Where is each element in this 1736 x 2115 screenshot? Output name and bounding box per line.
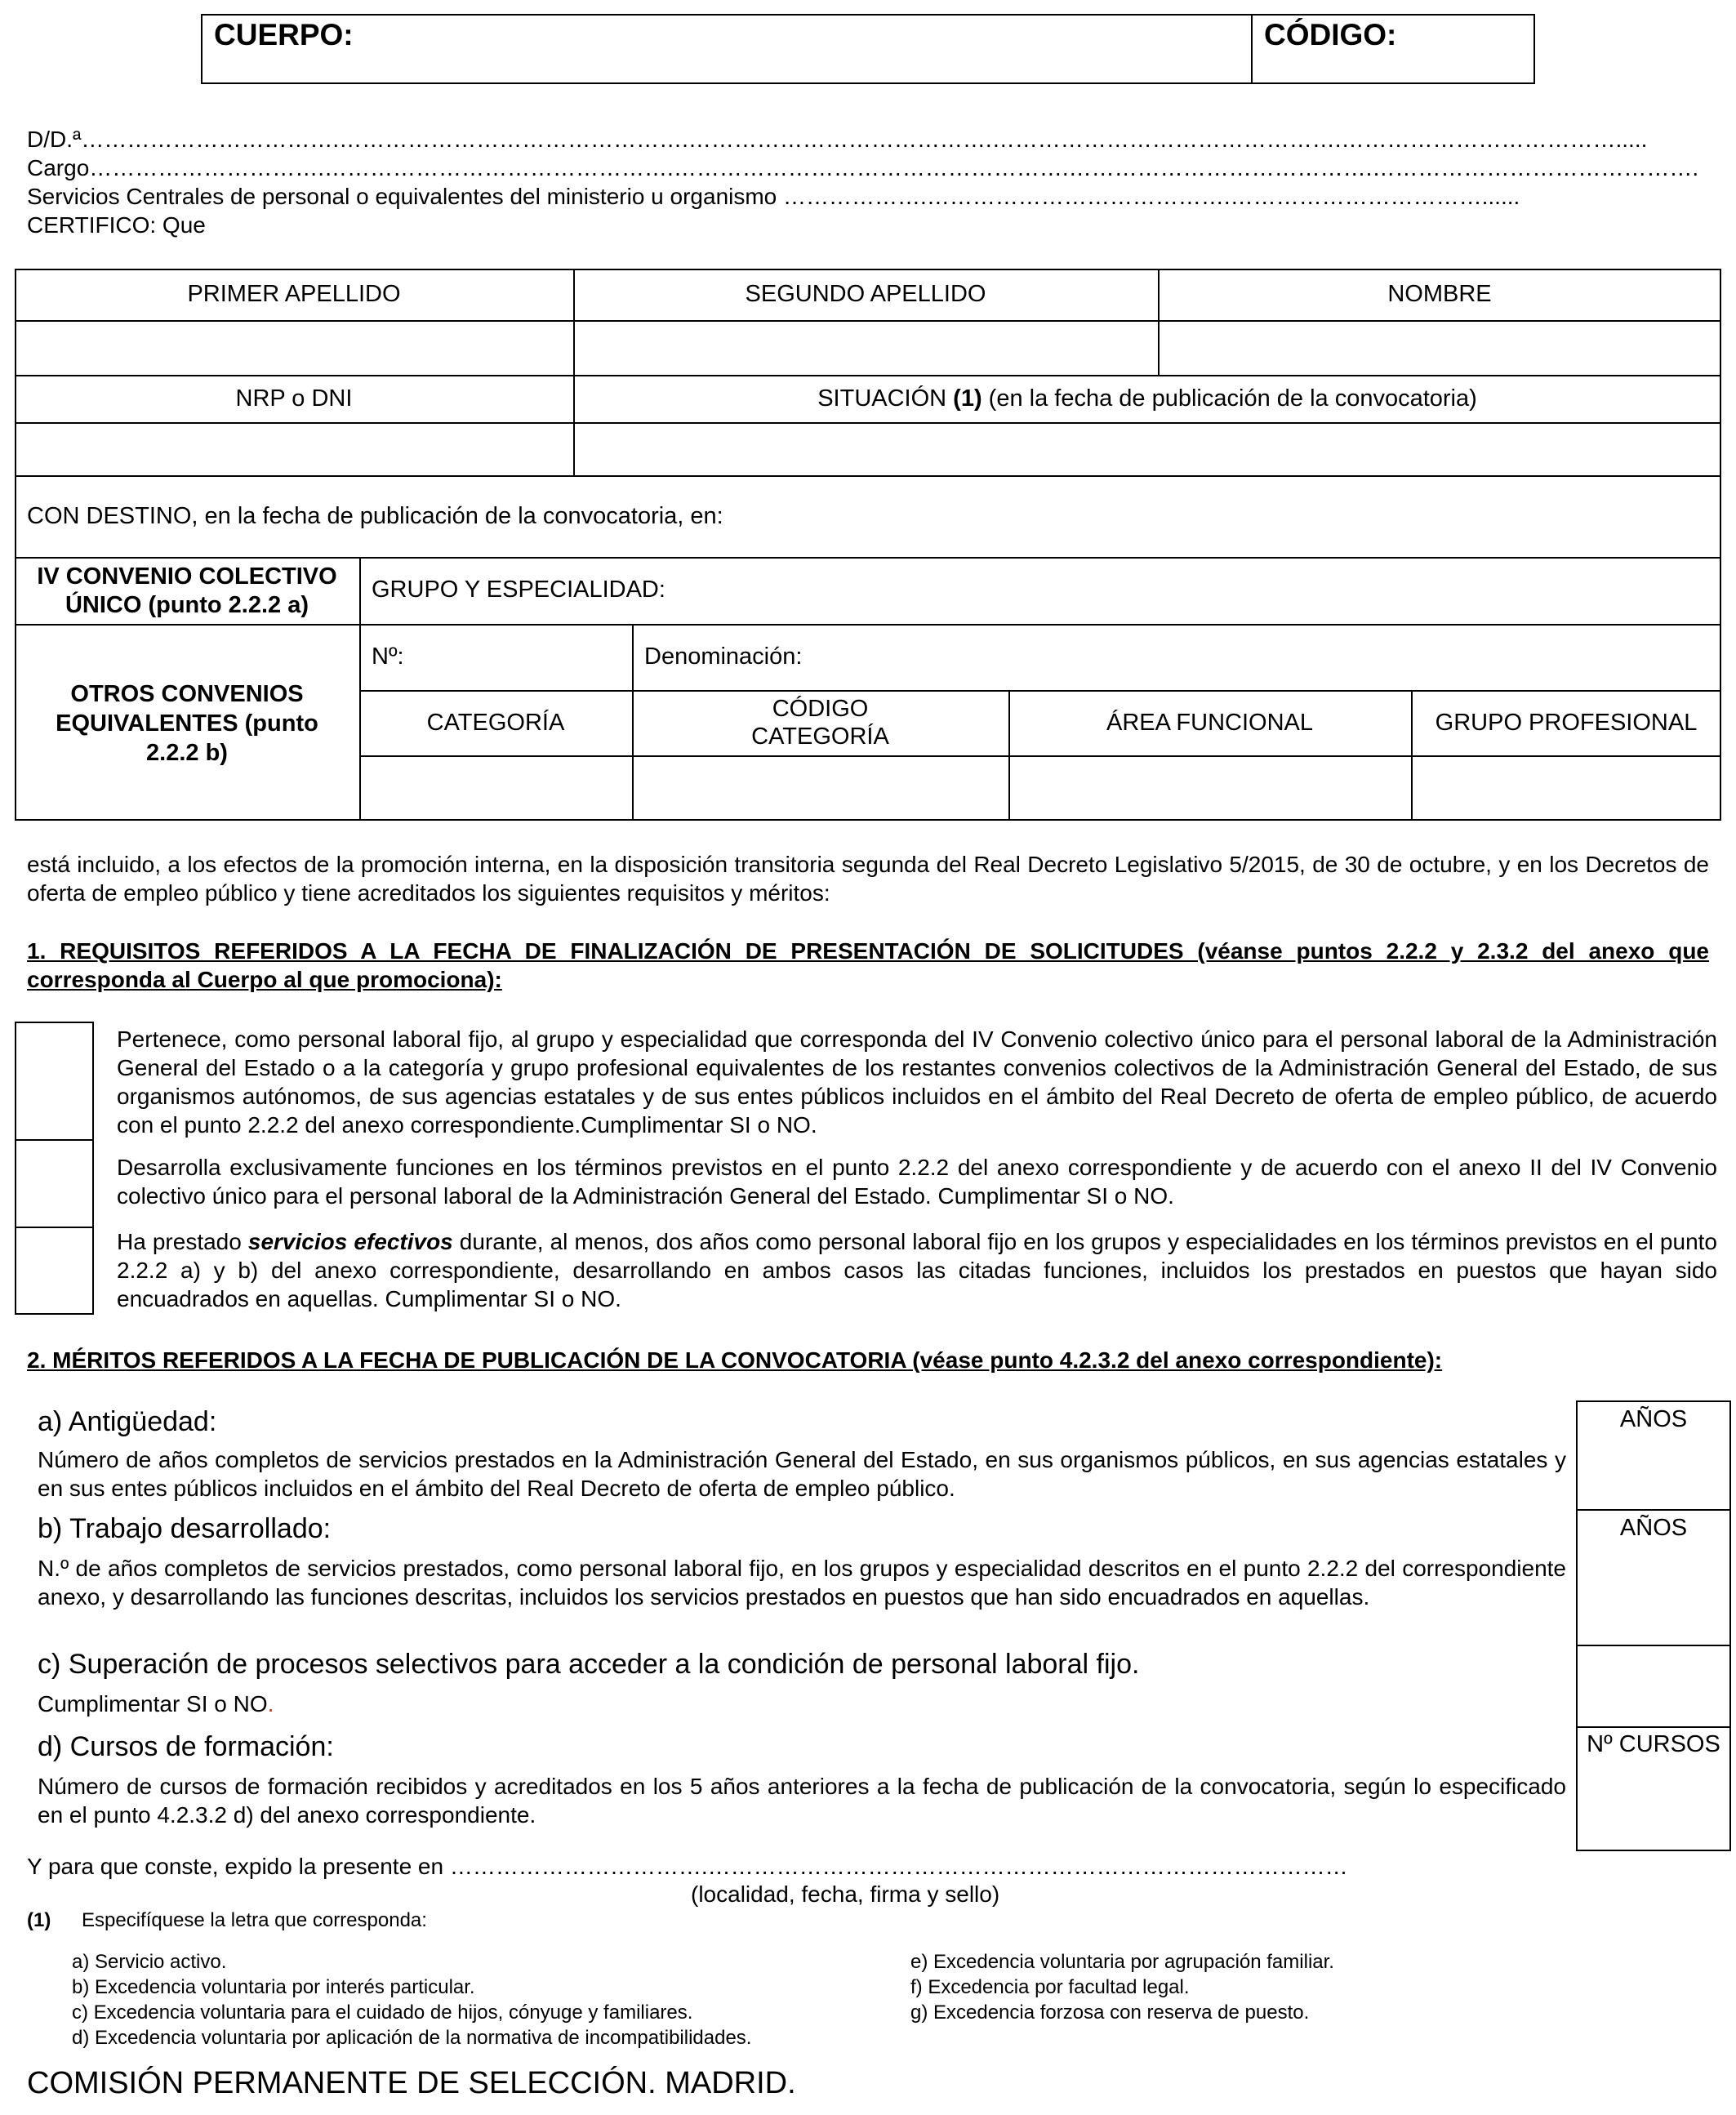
area-funcional-field[interactable]: [1010, 757, 1409, 819]
codigo-categoria-field[interactable]: [634, 757, 1007, 819]
situacion-note-ref: (1): [953, 385, 982, 412]
merit-b-title: b) Trabajo desarrollado:: [38, 1513, 332, 1544]
footnote-item-f: f) Excedencia por facultad legal.: [910, 1976, 1190, 1998]
footnote-right-list: [910, 1949, 1334, 2025]
anos-antiguedad-label: AÑOS: [1619, 1406, 1688, 1432]
nrp-dni-header: NRP o DNI: [235, 385, 353, 412]
cuerpo-field[interactable]: CUERPO:: [214, 18, 354, 51]
grupo-profesional-field[interactable]: [1413, 757, 1720, 819]
closing-text: Y para que conste, expido la presente en: [27, 1854, 444, 1879]
codigo-field[interactable]: CÓDIGO:: [1264, 18, 1397, 51]
closing-dots: …………………………….…………………………………………………………………………: [449, 1854, 1348, 1879]
codigo-categoria-header: [632, 690, 1008, 755]
codigo-cat-line1: CÓDIGO: [772, 696, 869, 722]
req1-checkbox[interactable]: [16, 1023, 92, 1139]
merit-divider-3: [1576, 1726, 1731, 1728]
req3-checkbox[interactable]: [16, 1228, 92, 1313]
primer-apellido-field[interactable]: [16, 322, 572, 373]
dda-dots: …………………………….……………………………………….………………………………….……………………………………….……………………………….....: [81, 127, 1648, 152]
merit-divider-1: [1576, 1509, 1731, 1511]
n-cursos-field[interactable]: [1578, 1764, 1729, 1850]
denominacion-field[interactable]: Denominación:: [644, 643, 803, 670]
footnote-intro: Especifíquese la letra que corresponda:: [82, 1909, 427, 1931]
footnote-item-e: e) Excedencia voluntaria por agrupación familiar.: [910, 1951, 1334, 1973]
merit-a-text: Número de años completos de servicios prestados en la Administración General del Estado, en sus organismos públicos, en sus agencias estatales y en sus entes públicos incluidos en el ámbito del Real Decreto de oferta de empleo público.: [38, 1447, 1566, 1501]
codigo-cat-line2: CATEGORÍA: [751, 724, 889, 750]
servicios-dots: ……………….………………………………….……………………………......: [783, 184, 1520, 209]
req2-checkbox[interactable]: [16, 1141, 92, 1227]
situacion-field[interactable]: [575, 424, 1720, 474]
otros-convenios-label: [15, 626, 359, 821]
footnote-item-b: b) Excedencia voluntaria por interés particular.: [72, 1976, 475, 1998]
footnote-item-c: c) Excedencia voluntaria para el cuidado de hijos, cónyuge y familiares.: [72, 2001, 693, 2024]
req1-text: Pertenece, como personal laboral fijo, al grupo y especialidad que corresponda del IV Convenio colectivo único para el personal laboral de la Administración General del Estado o a la categoría y grupo profesional equivalentes de los restantes convenios colectivos de la Administración General del Estado, de sus organismos autónomos, de sus agencias estatales y de sus entes públicos incluidos en el ámbito del Real Decreto de oferta de empleo público, de acuerdo con el punto 2.2.2 del anexo correspondiente.Cumplimentar SI o NO.: [117, 1026, 1717, 1138]
otros-line2: EQUIVALENTES (punto: [56, 710, 318, 737]
otros-line1: OTROS CONVENIOS: [70, 680, 304, 707]
footnote-item-g: g) Excedencia forzosa con reserva de puesto.: [910, 2001, 1310, 2024]
categoria-header: CATEGORÍA: [426, 709, 565, 736]
n-cursos-label: Nº CURSOS: [1587, 1731, 1720, 1757]
dda-label: D/D.ª: [27, 127, 82, 152]
segundo-apellido-header: SEGUNDO APELLIDO: [745, 281, 986, 307]
merit-c-text: [38, 1690, 274, 1718]
con-destino-label: CON DESTINO, en la fecha de publicación de la convocatoria, en:: [27, 503, 723, 529]
closing-line[interactable]: [27, 1852, 1348, 1881]
segundo-apellido-field[interactable]: [575, 322, 1156, 373]
row-line-4: [15, 475, 1721, 477]
merit-b-text: N.º de años completos de servicios prestados, como personal laboral fijo, en los grupos y especialidad descritos en el punto 2.2.2 del correspondiente anexo, y desarrollando las funciones descritas, incluidos los servicios prestados en puestos que han sido encuadrados en aquellas.: [38, 1556, 1566, 1610]
merit-c-instruction: Cumplimentar SI o NO: [38, 1691, 268, 1716]
dda-line[interactable]: [27, 125, 1706, 154]
nombre-header: NOMBRE: [1387, 281, 1492, 307]
cargo-label: Cargo: [27, 155, 90, 180]
nombre-field[interactable]: [1160, 322, 1720, 373]
superacion-field[interactable]: [1578, 1646, 1729, 1725]
categoria-field[interactable]: [361, 757, 630, 819]
footnote-marker: (1): [27, 1909, 51, 1931]
req3-post: durante, al menos, dos años como personal laboral fijo en los grupos y especialidades en los términos previstos en el punto 2.2.2 a) y b) del anexo correspondiente, desarrollando en ambos casos las citadas funciones, incluidos los prestados en puestos que hayan sido encuadrados en aquellas. Cumplimentar SI o NO.: [117, 1229, 1717, 1311]
section2-title: 2. MÉRITOS REFERIDOS A LA FECHA DE PUBLICACIÓN DE LA CONVOCATORIA (véase punto 4.2.3.2 del anexo correspondiente):: [27, 1347, 1443, 1373]
merit-d-title: d) Cursos de formación:: [38, 1731, 334, 1762]
numero-field[interactable]: Nº:: [372, 643, 404, 670]
req3-pre: Ha prestado: [117, 1229, 248, 1254]
footnote-item-d: d) Excedencia voluntaria por aplicación de la normativa de incompatibilidades.: [72, 2027, 752, 2049]
merit-a-title: a) Antigüedad:: [38, 1406, 217, 1437]
certifico-line: CERTIFICO: Que: [27, 212, 206, 238]
servicios-label: Servicios Centrales de personal o equivalentes del ministerio u organismo: [27, 184, 777, 209]
servicios-line[interactable]: [27, 182, 1706, 211]
anos-trabajo-label: AÑOS: [1619, 1515, 1688, 1541]
iv-convenio-line2: ÚNICO (punto 2.2.2 a): [65, 592, 309, 618]
req2-text: Desarrolla exclusivamente funciones en los términos previstos en el punto 2.2.2 del anexo correspondiente y de acuerdo con el anexo II del IV Convenio colectivo único para el personal laboral de la Administración General del Estado. Cumplimentar SI o NO.: [117, 1155, 1717, 1209]
section1-title: 1. REQUISITOS REFERIDOS A LA FECHA DE FINALIZACIÓN DE PRESENTACIÓN DE SOLICITUDES (véanse puntos 2.2.2 y 2.3.2 del anexo que corresponda al Cuerpo al que promociona):: [27, 938, 1709, 992]
cargo-line[interactable]: [27, 154, 1706, 182]
merit-c-title: c) Superación de procesos selectivos para acceder a la condición de personal laboral fijo.: [38, 1649, 1140, 1680]
nrp-dni-field[interactable]: [16, 424, 572, 474]
closing-caption: (localidad, fecha, firma y sello): [691, 1881, 1000, 1907]
header-divider: [1251, 14, 1253, 84]
anos-antiguedad-field[interactable]: [1578, 1439, 1729, 1507]
grupo-profesional-header: GRUPO PROFESIONAL: [1435, 709, 1698, 736]
area-funcional-header: ÁREA FUNCIONAL: [1106, 709, 1313, 736]
merit-c-dot: .: [267, 1691, 274, 1716]
cargo-dots: ………………………….……………………………………….…………………………………………….………………………………….…………………………………….: [89, 155, 1699, 180]
otros-line3: 2.2.2 b): [146, 739, 228, 766]
footnote-item-a: a) Servicio activo.: [72, 1951, 227, 1973]
iv-convenio-line1: IV CONVENIO COLECTIVO: [37, 563, 337, 590]
grupo-especialidad-field[interactable]: GRUPO Y ESPECIALIDAD:: [372, 577, 665, 603]
primer-apellido-header: PRIMER APELLIDO: [187, 281, 401, 307]
anos-trabajo-field[interactable]: [1578, 1547, 1729, 1643]
iv-convenio-label: [15, 559, 359, 624]
situacion-header: [573, 375, 1721, 422]
situacion-post: (en la fecha de publicación de la convocatoria): [982, 385, 1477, 412]
req3-text: [117, 1227, 1717, 1313]
footnote-left-list: [72, 1949, 751, 2050]
footer-commission: COMISIÓN PERMANENTE DE SELECCIÓN. MADRID.: [27, 2066, 796, 2100]
req3-emphasis: servicios efectivos: [247, 1229, 453, 1254]
merit-d-text: Número de cursos de formación recibidos y acreditados en los 5 años anteriores a la fecha de publicación de la convocatoria, según lo especificado en el punto 4.2.3.2 d) del anexo correspondiente.: [38, 1774, 1566, 1828]
situacion-pre: SITUACIÓN: [817, 385, 954, 412]
inclusion-paragraph: está incluido, a los efectos de la promoción interna, en la disposición transitoria segunda del Real Decreto Legislativo 5/2015, de 30 de octubre, y en los Decretos de oferta de empleo público y tiene acreditados los siguientes requisitos y méritos:: [27, 852, 1709, 906]
